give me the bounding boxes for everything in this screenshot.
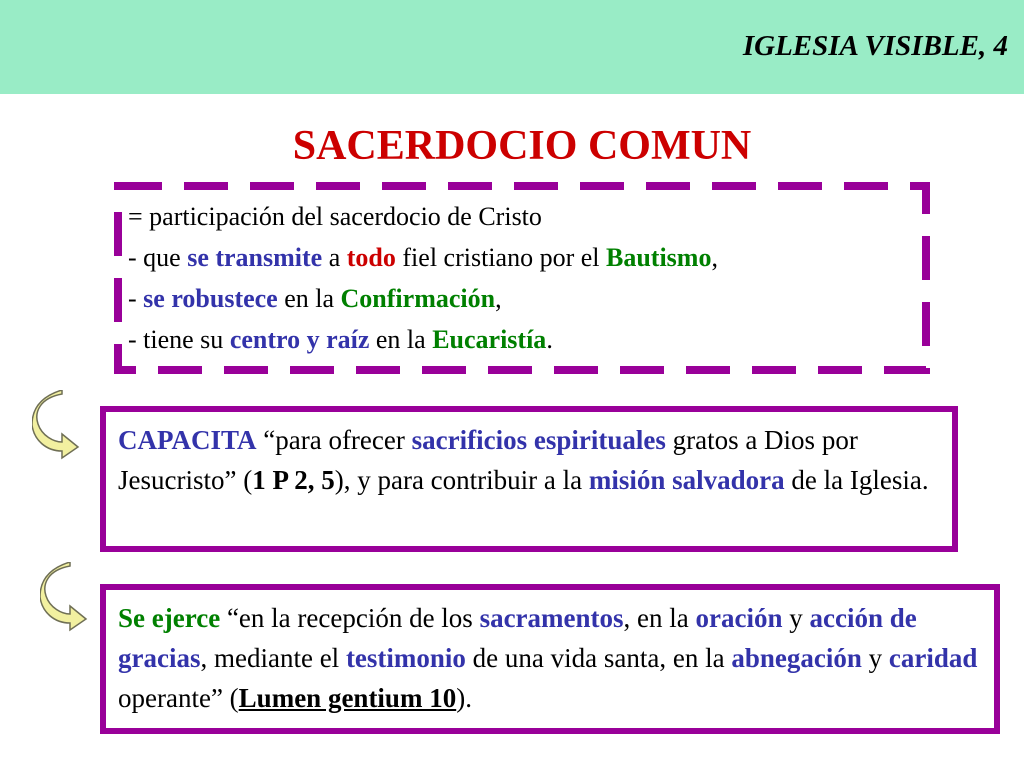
text-span: y (782, 603, 810, 633)
definition-block (128, 196, 918, 360)
text-span: ). (456, 683, 472, 713)
text-span: “en la recepción de los (220, 603, 480, 633)
emphasis-oracion: oración (695, 603, 783, 633)
text-span: de la Iglesia. (784, 465, 929, 495)
emphasis-sacrificios: sacrificios espirituales (411, 425, 666, 455)
definition-text: = participación del sacerdocio de Cristo (128, 202, 542, 231)
emphasis-capacita: CAPACITA (118, 425, 257, 455)
definition-line-2 (128, 237, 918, 278)
definition-line-3 (128, 278, 918, 319)
text-span: de una vida santa, en la (465, 643, 732, 673)
definition-line-4 (128, 319, 918, 360)
text-span: - que (128, 243, 188, 272)
citation-1p25: 1 P 2, 5 (252, 465, 335, 495)
emphasis-eucaristia: Eucaristía (432, 325, 547, 354)
text-span: , en la (623, 603, 696, 633)
emphasis-bautismo: Bautismo (606, 243, 712, 272)
curved-arrow-icon (40, 562, 90, 632)
text-span: y (861, 643, 889, 673)
text-span: , (711, 243, 718, 272)
definition-line-1 (128, 196, 918, 237)
header-title: IGLESIA VISIBLE, 4 (742, 30, 1008, 62)
curved-arrow-icon (32, 390, 82, 460)
text-span: ), y para contribuir a la (334, 465, 589, 495)
ejerce-box (100, 584, 1000, 734)
text-span: en la (277, 284, 341, 313)
emphasis-robustece: se robustece (143, 284, 278, 313)
text-span: , mediante el (200, 643, 346, 673)
text-span: “para ofrecer (256, 425, 412, 455)
text-span: , (495, 284, 502, 313)
emphasis-todo: todo (346, 243, 396, 272)
emphasis-se-ejerce: Se ejerce (118, 603, 221, 633)
emphasis-testimonio: testimonio (345, 643, 466, 673)
text-span: - (128, 284, 144, 313)
emphasis-caridad: caridad (888, 643, 978, 673)
text-span: a (322, 243, 347, 272)
emphasis-sacramentos: sacramentos (479, 603, 624, 633)
text-span: operante” ( (118, 683, 239, 713)
text-span: - tiene su (128, 325, 230, 354)
capacita-box (100, 406, 958, 552)
text-span: en la (369, 325, 433, 354)
header-band (0, 0, 1024, 94)
emphasis-centro-raiz: centro y raíz (229, 325, 370, 354)
text-span: fiel cristiano por el (395, 243, 606, 272)
text-span: gratos a Dios por Jesucristo” ( (118, 425, 858, 495)
emphasis-accion-gracias: acción de gracias (118, 603, 917, 673)
citation-lumen-gentium: Lumen gentium 10 (238, 683, 457, 713)
emphasis-transmite: se transmite (187, 243, 323, 272)
emphasis-mision: misión salvadora (588, 465, 785, 495)
emphasis-confirmacion: Confirmación (340, 284, 496, 313)
emphasis-abnegacion: abnegación (731, 643, 862, 673)
page-title: SACERDOCIO COMUN (292, 123, 752, 169)
text-span: . (546, 325, 553, 354)
